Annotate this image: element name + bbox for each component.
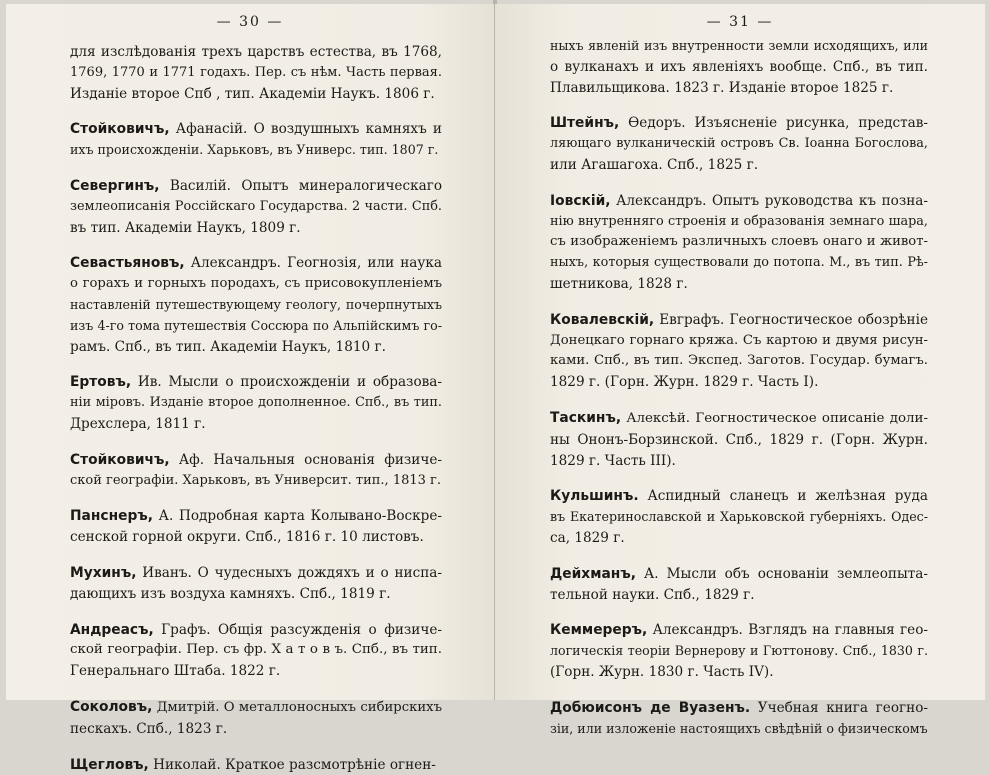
author-name: Соколовъ, xyxy=(70,698,153,715)
entry-text: ихъ происхожденіи. Харьковъ, въ Универс. тип. 1807 г. xyxy=(70,142,439,158)
entry-text: Евграфъ. Геогностическое обозрѣніе xyxy=(654,311,928,328)
author-name: Ертовъ, xyxy=(70,374,132,391)
entry-line xyxy=(70,274,442,295)
entry-text: Николай. Краткое разсмотрѣніе огнен- xyxy=(148,756,436,773)
author-name: Таскинъ, xyxy=(550,409,622,426)
entry-text: рамъ. Спб., въ тип. Академіи Наукъ, 1810 г. xyxy=(70,338,386,355)
bibliography-entry xyxy=(550,36,928,98)
bibliography-entry xyxy=(550,191,928,295)
entry-line xyxy=(550,585,928,606)
entry-line xyxy=(70,337,442,358)
entry-line xyxy=(550,155,928,176)
entry-text: ляющаго вулканическій островъ Св. Іоанна Богослова, xyxy=(550,136,928,152)
author-name: Ковалевскій, xyxy=(550,311,655,328)
entry-text: (Горн. Журн. 1830 г. Часть IV). xyxy=(550,663,774,680)
entry-line xyxy=(70,218,442,239)
entry-text: Генеральнаго Штаба. 1822 г. xyxy=(70,663,281,680)
entry-text: Графъ. Общія разсужденія о физиче- xyxy=(153,621,442,638)
entry-line xyxy=(550,212,928,233)
entry-text: Өедоръ. Изъясненіе рисунка, представ- xyxy=(619,115,928,132)
entry-line xyxy=(550,57,928,78)
entry-text: ской географіи. Пер. съ фр. Х а т о в ъ. Спб., въ тип. xyxy=(70,642,442,658)
entry-line xyxy=(550,274,928,295)
entry-text: Аспидный сланецъ и желѣзная руда xyxy=(638,488,928,505)
right-page-text xyxy=(550,36,928,739)
entry-text: ныхъ явленій изъ внутренности земли исходящихъ, или xyxy=(550,38,928,53)
page-number-left: — 30 — xyxy=(216,14,284,30)
left-page-text xyxy=(70,42,442,775)
entry-line xyxy=(70,197,442,218)
entry-line xyxy=(70,316,442,337)
entry-line xyxy=(550,430,928,451)
author-name: Стойковичъ, xyxy=(70,121,170,138)
entry-line xyxy=(70,63,442,84)
author-name: Іовскій, xyxy=(550,192,611,209)
entry-text: изъ 4-го тома путешествія Соссюра по Альпійскимъ го- xyxy=(70,317,442,333)
author-name: Кульшинъ. xyxy=(550,488,639,505)
entry-line xyxy=(550,134,928,155)
entry-text: шетникова, 1828 г. xyxy=(550,275,688,292)
entry-text: съ изображеніемъ различныхъ слоевъ онаго и живот- xyxy=(550,234,928,250)
entry-line xyxy=(70,372,442,393)
entry-text: Алексѣй. Геогностическое описаніе доли- xyxy=(621,410,928,426)
bibliography-entry xyxy=(70,450,442,492)
entry-line xyxy=(550,698,928,719)
entry-line xyxy=(550,486,928,507)
entry-text: ніи міровъ. Изданіе второе дополненное. Спб., въ тип. xyxy=(70,395,442,411)
entry-line xyxy=(70,661,442,682)
entry-text: А. Мысли объ основаніи землеопыта- xyxy=(635,565,928,582)
entry-line xyxy=(550,351,928,372)
entry-line xyxy=(70,719,442,740)
author-name: Добюисонъ де Вуазенъ. xyxy=(550,699,751,716)
entry-text: Александръ. Взглядъ на главныя гео- xyxy=(647,622,928,639)
author-name: Кеммереръ, xyxy=(550,622,648,639)
entry-text: 1829 г. (Горн. Журн. 1829 г. Часть I). xyxy=(550,374,819,391)
entry-line xyxy=(70,295,442,316)
entry-line xyxy=(70,620,442,641)
entry-line xyxy=(550,253,928,274)
bibliography-entry xyxy=(70,620,442,682)
left-page xyxy=(6,4,494,773)
entry-line xyxy=(70,471,442,492)
entry-text: для изслѣдованія трехъ царствъ естества, въ 1768, xyxy=(70,44,442,60)
entry-text: ны Ононъ-Борзинской. Спб., 1829 г. (Горн. Журн. xyxy=(550,431,928,448)
entry-line xyxy=(550,232,928,253)
bibliography-entry xyxy=(550,698,928,740)
entry-text: Дмитрій. О металлоносныхъ сибирскихъ xyxy=(152,699,442,715)
author-name: Севастьяновъ, xyxy=(70,255,185,272)
entry-line xyxy=(70,584,442,605)
entry-line xyxy=(550,451,928,472)
bibliography-entry xyxy=(70,372,442,434)
entry-text: наставленій путешествующему геологу, почерпнутыхъ xyxy=(70,296,442,312)
entry-text: сенской горной округи. Спб., 1816 г. 10 листовъ. xyxy=(70,529,424,546)
entry-text: са, 1829 г. xyxy=(550,529,625,546)
entry-line xyxy=(70,697,442,719)
entry-text: Василій. Опытъ минералогическаго xyxy=(159,177,442,194)
entry-text: Изданіе второе Спб , тип. Академіи Наукъ. 1806 г. xyxy=(70,85,435,102)
entry-line xyxy=(70,42,442,63)
bibliography-entry xyxy=(70,755,442,775)
entry-line xyxy=(550,331,928,352)
entry-text: логическія теоріи Вернерову и Гюттонову. Спб., 1830 г. xyxy=(550,643,928,659)
bibliography-entry xyxy=(70,253,442,357)
entry-line xyxy=(550,113,928,134)
entry-line xyxy=(550,528,928,549)
entry-line xyxy=(550,564,928,585)
entry-line xyxy=(70,140,442,161)
entry-line xyxy=(550,408,928,430)
entry-text: ской географіи. Харьковъ, въ Университ. тип., 1813 г. xyxy=(70,472,441,488)
entry-text: Александръ. Геогнозія, или наука xyxy=(184,255,442,272)
entry-text: въ тип. Академіи Наукъ, 1809 г. xyxy=(70,219,301,236)
author-name: Севергинъ, xyxy=(70,177,160,194)
entry-line xyxy=(550,719,928,740)
entry-text: о горахъ и горныхъ породахъ, съ присовокупленіемъ xyxy=(70,276,442,292)
entry-text: Аф. Начальныя основанія физиче- xyxy=(169,451,442,468)
entry-line xyxy=(70,563,442,584)
entry-line xyxy=(70,414,442,435)
entry-line xyxy=(550,191,928,212)
entry-text: Афанасій. О воздушныхъ камняхъ и xyxy=(169,121,442,138)
entry-text: Александръ. Опытъ руководства къ позна- xyxy=(610,192,928,209)
entry-line xyxy=(70,176,442,197)
bibliography-entry xyxy=(550,620,928,682)
author-name: Дейхманъ, xyxy=(550,565,636,582)
bibliography-entry xyxy=(70,176,442,238)
entry-text: Ив. Мысли о происхожденіи и образова- xyxy=(131,374,442,391)
author-name: Стойковичъ, xyxy=(70,451,170,468)
right-page xyxy=(495,4,985,736)
entry-text: нію внутренняго строенія и образованія земнаго шара, xyxy=(550,213,928,229)
entry-text: Дрехслера, 1811 г. xyxy=(70,415,206,432)
author-name: Мухинъ, xyxy=(70,564,137,581)
entry-text: Плавильщикова. 1823 г. Изданіе второе 1825 г. xyxy=(550,79,894,96)
entry-text: Иванъ. О чудесныхъ дождяхъ и о ниспа- xyxy=(136,564,442,581)
entry-line xyxy=(70,640,442,661)
entry-line xyxy=(70,393,442,414)
entry-text: землеописанія Россійскаго Государства. 2 части. Спб. xyxy=(70,198,442,214)
bibliography-entry xyxy=(550,564,928,606)
entry-line xyxy=(550,36,928,57)
author-name: Штейнъ, xyxy=(550,115,620,132)
entry-line xyxy=(550,78,928,99)
entry-line xyxy=(70,450,442,471)
author-name: Панснеръ, xyxy=(70,508,153,525)
bibliography-entry xyxy=(70,42,442,104)
entry-text: въ Екатеринославской и Харьковской губерніяхъ. Одес- xyxy=(550,509,928,525)
entry-line xyxy=(550,310,928,331)
bibliography-entry xyxy=(550,486,928,548)
entry-text: о вулканахъ и ихъ явленіяхъ вообще. Спб., въ тип. xyxy=(550,58,928,75)
entry-line xyxy=(70,755,442,775)
bibliography-entry xyxy=(70,506,442,548)
entry-text: тельной науки. Спб., 1829 г. xyxy=(550,586,755,603)
entry-text: 1769, 1770 и 1771 годахъ. Пер. съ нѣм. Часть первая. xyxy=(70,64,442,80)
entry-line xyxy=(550,507,928,528)
entry-line xyxy=(70,119,442,140)
entry-line xyxy=(70,506,442,527)
entry-text: дающихъ изъ воздуха камняхъ. Спб., 1819 г. xyxy=(70,585,391,602)
entry-line xyxy=(70,84,442,105)
bibliography-entry xyxy=(550,113,928,175)
author-name: Щегловъ, xyxy=(70,756,149,773)
entry-text: пескахъ. Спб., 1823 г. xyxy=(70,720,228,737)
bibliography-entry xyxy=(550,310,928,393)
entry-text: ками. Спб., въ тип. Экспед. Заготов. Государ. бумагъ. xyxy=(550,353,928,369)
entry-line xyxy=(70,527,442,548)
entry-text: Донецкаго горнаго кряжа. Съ картою и двумя рисун- xyxy=(550,332,928,348)
entry-text: Учебная книга геогно- xyxy=(750,699,928,716)
entry-line xyxy=(550,372,928,393)
entry-text: или Агашагоха. Спб., 1825 г. xyxy=(550,156,759,173)
entry-text: ныхъ, которыя существовали до потопа. М., въ тип. Рѣ- xyxy=(550,255,928,271)
entry-line xyxy=(550,662,928,683)
bibliography-entry xyxy=(70,697,442,740)
bibliography-entry xyxy=(550,408,928,471)
entry-text: 1829 г. Часть III). xyxy=(550,452,676,469)
bibliography-entry xyxy=(70,563,442,605)
bibliography-entry xyxy=(70,119,442,161)
entry-line xyxy=(70,253,442,274)
entry-line xyxy=(550,620,928,641)
entry-text: А. Подробная карта Колывано-Воскре- xyxy=(152,508,442,525)
entry-line xyxy=(550,641,928,662)
author-name: Андреасъ, xyxy=(70,621,154,638)
entry-text: зіи, или изложеніе настоящихъ свѣдѣній о физическомъ xyxy=(550,720,928,736)
page-number-right: — 31 — xyxy=(706,14,774,30)
